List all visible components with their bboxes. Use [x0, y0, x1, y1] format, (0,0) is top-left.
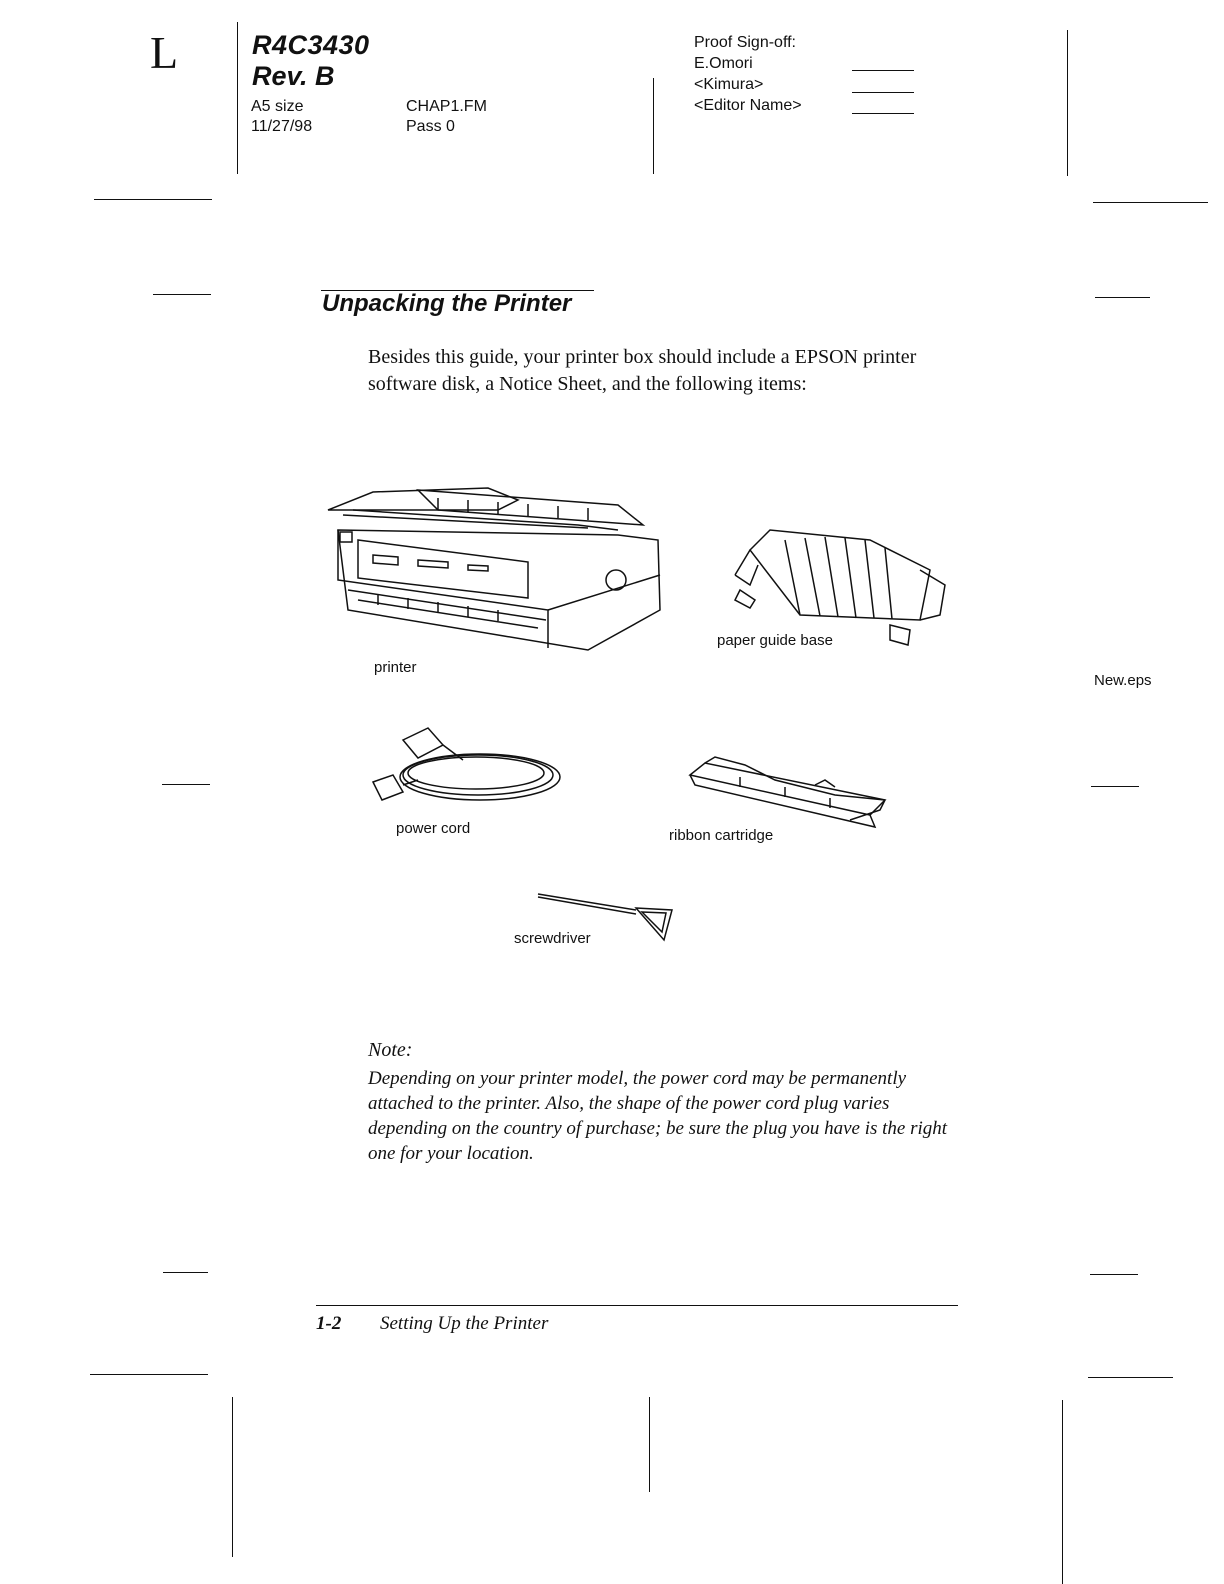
header-divider-right: [1067, 30, 1068, 176]
intro-paragraph: Besides this guide, your printer box should include a EPSON printer software disk, a Notice Sheet, and the following items:: [368, 346, 917, 395]
header-divider-middle: [653, 78, 654, 174]
proof-name-2: <Kimura>: [694, 76, 764, 93]
crop-mark-bottom-left: [232, 1397, 233, 1557]
pass-number: Pass 0: [406, 118, 455, 135]
note-body: Depending on your printer model, the power cord may be permanently attached to the printer. Also, the shape of the power cord plug varies depending on the country of purchase; be sure the plug you have is the right one for your location.: [368, 1068, 948, 1164]
figure-file-label: New.eps: [1094, 672, 1152, 689]
signature-line-1: [852, 70, 914, 71]
crop-mark-left-2: [153, 294, 211, 295]
crop-mark-right-2: [1095, 297, 1150, 298]
paper-size: A5 size: [251, 98, 304, 115]
crop-mark-left-5: [90, 1374, 208, 1375]
proof-sign-off: [694, 32, 802, 116]
crop-mark-left-4: [163, 1272, 208, 1273]
power-cord-illustration: [368, 720, 563, 805]
caption-screwdriver: screwdriver: [514, 930, 591, 947]
crop-mark-right-5: [1088, 1377, 1173, 1378]
section-title: Unpacking the Printer: [322, 290, 572, 317]
caption-ribbon-cartridge: ribbon cartridge: [669, 827, 774, 844]
document-date: 11/27/98: [251, 118, 313, 135]
caption-printer: printer: [374, 659, 417, 676]
signature-line-2: [852, 92, 914, 93]
proof-heading: Proof Sign-off:: [694, 34, 796, 51]
caption-power-cord: power cord: [396, 820, 471, 837]
file-name: CHAP1.FM: [406, 98, 487, 115]
note-title: Note:: [368, 1039, 413, 1061]
crop-mark-right-3: [1091, 786, 1139, 787]
document-code: R4C3430: [252, 30, 370, 60]
corner-mark: L: [150, 27, 179, 78]
crop-mark-bottom-middle: [649, 1397, 650, 1492]
header-divider-left: [237, 22, 238, 174]
crop-mark-right-4: [1090, 1274, 1138, 1275]
printer-illustration: [318, 470, 668, 660]
revision-label: Rev. B: [252, 61, 335, 91]
caption-paper-guide-base: paper guide base: [717, 632, 833, 649]
crop-mark-left-1: [94, 199, 212, 200]
page-number: 1-2: [316, 1313, 342, 1334]
proof-name-3: <Editor Name>: [694, 97, 802, 114]
signature-line-3: [852, 113, 914, 114]
crop-mark-right-1: [1093, 202, 1208, 203]
proof-name-1: E.Omori: [694, 55, 753, 72]
footer-rule: [316, 1305, 958, 1306]
crop-mark-bottom-right: [1062, 1400, 1063, 1584]
crop-mark-left-3: [162, 784, 210, 785]
footer-chapter-title: Setting Up the Printer: [380, 1313, 549, 1334]
